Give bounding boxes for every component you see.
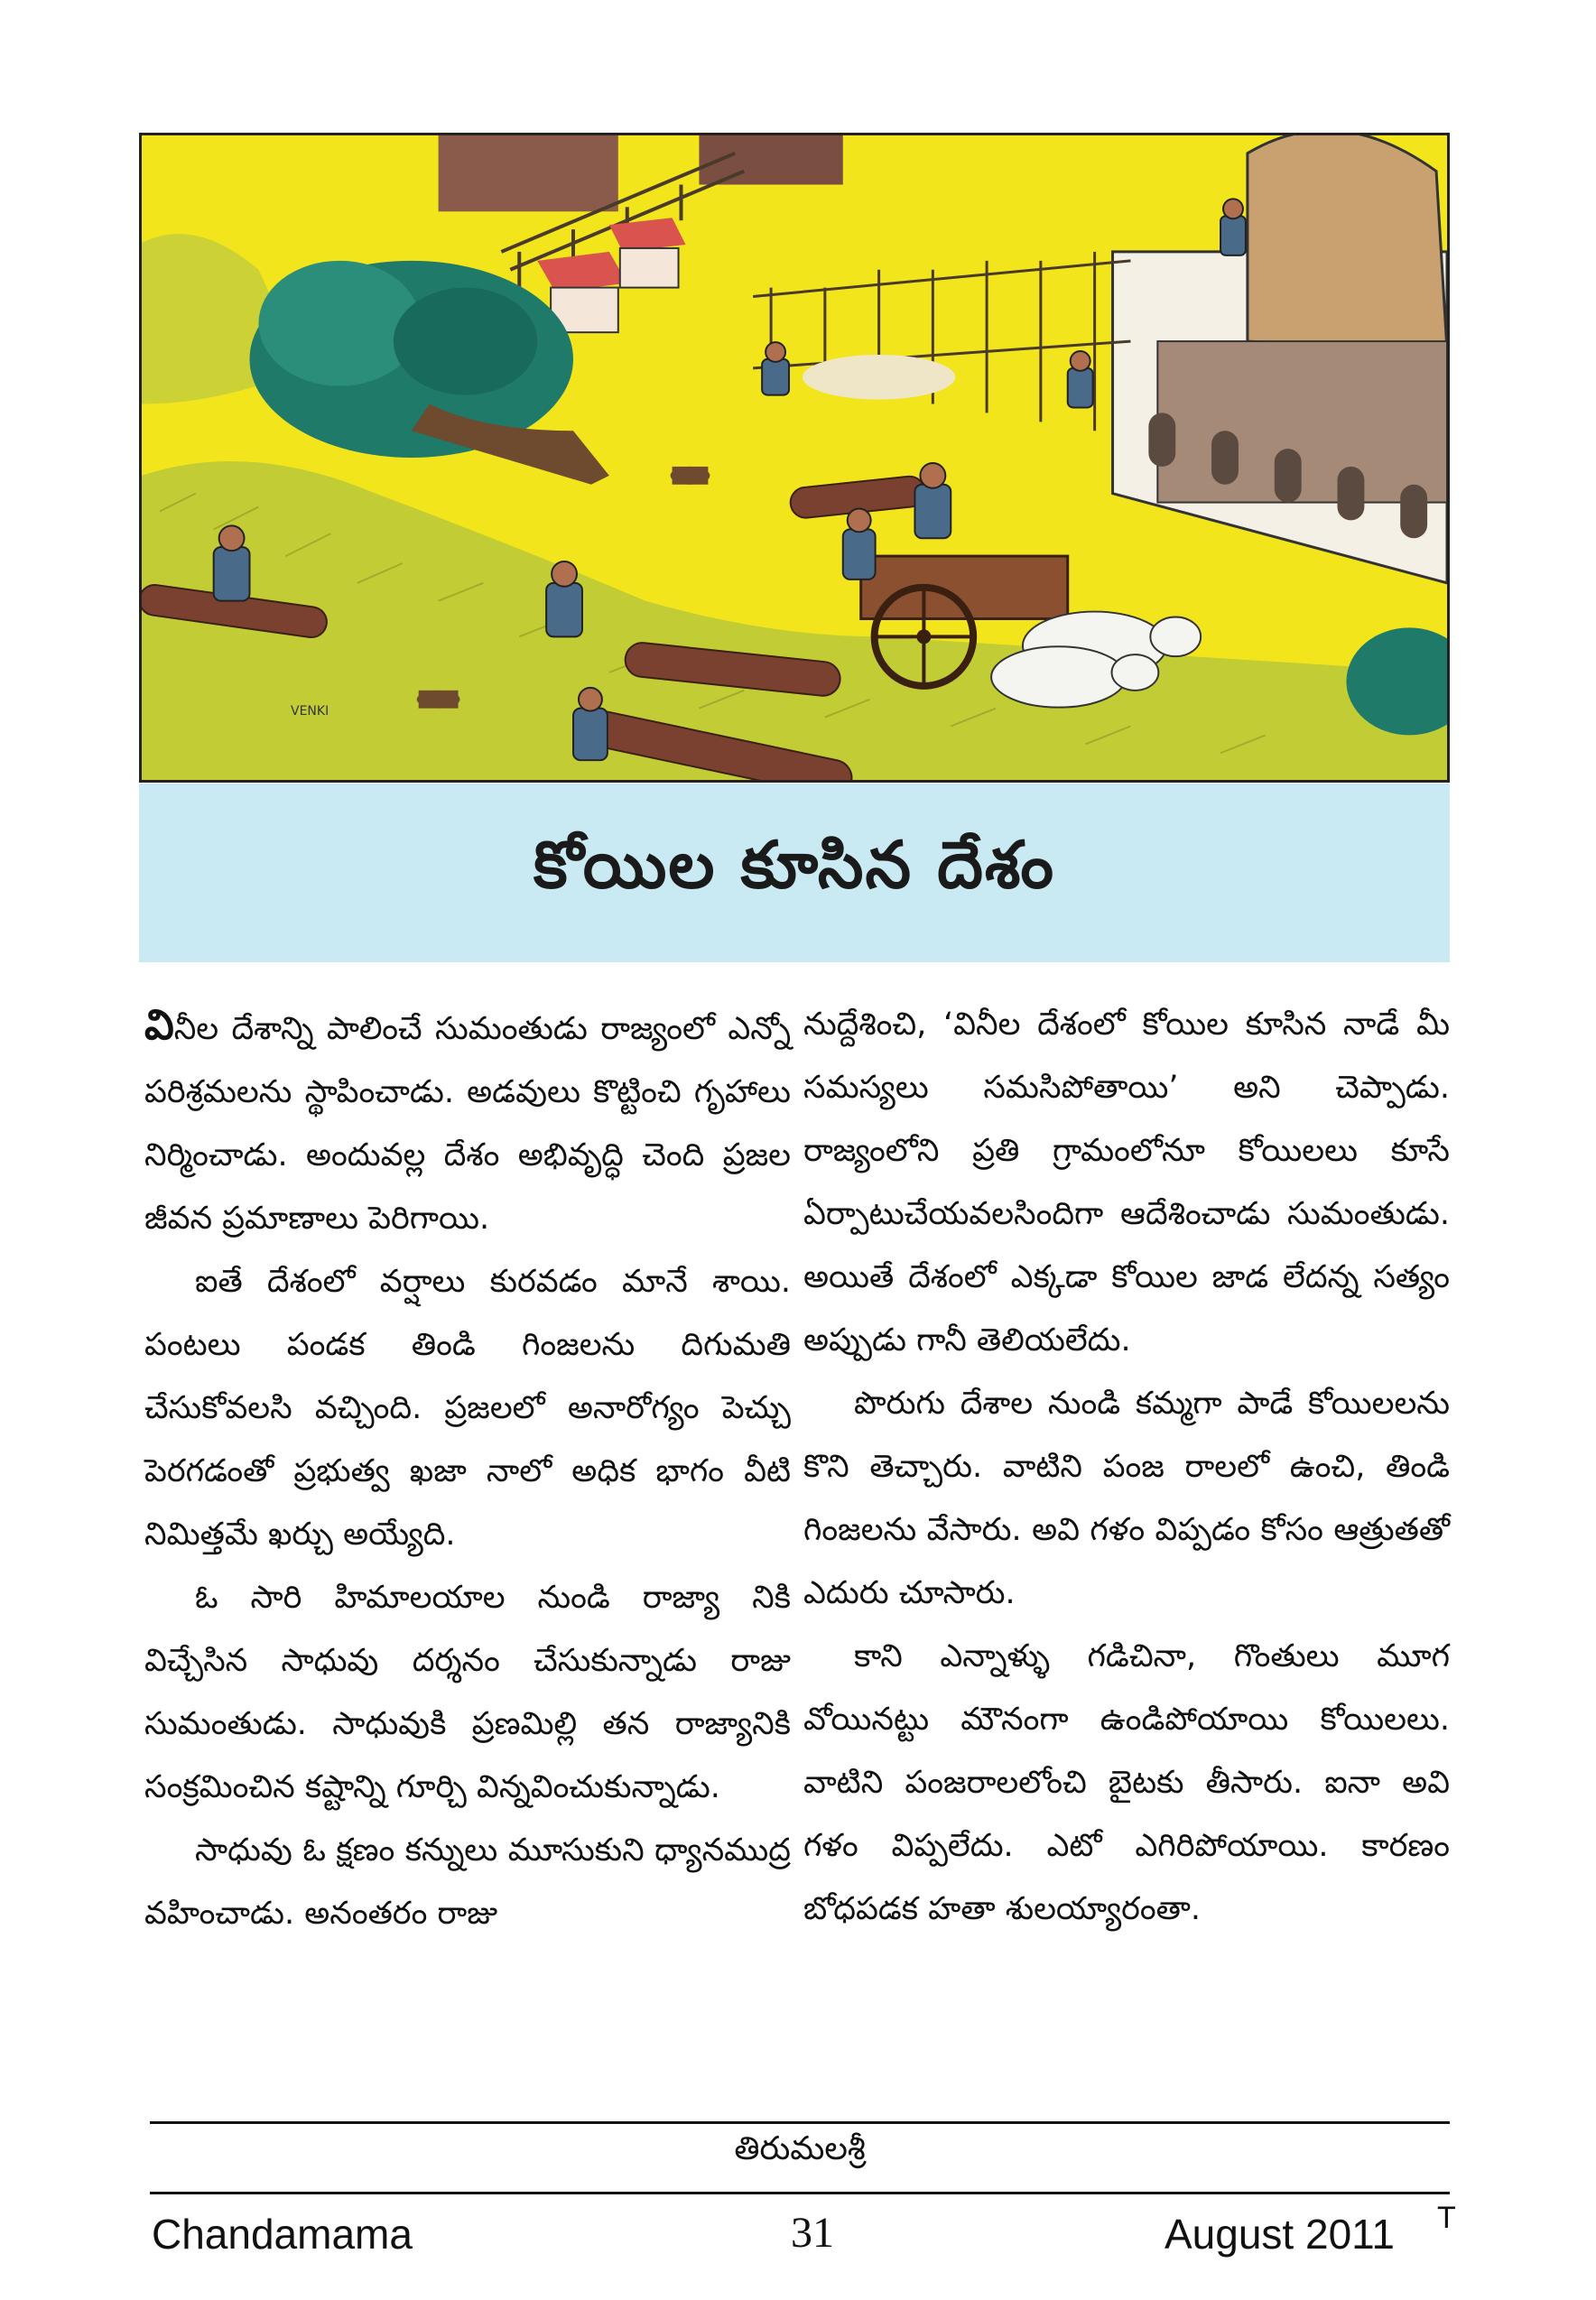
paragraph-6: పొరుగు దేశాల నుండి కమ్మగా పాడే కోయిలలను కొని తెచ్చారు. వాటిని పంజ రాలలో ఉంచి, తిండి గింజలను వేసారు. అవి గళం విప్పడం కోసం ఆత్రుతతో ఎదురు చూసారు. [803,1386,1450,1611]
paragraph-3: ఓ సారి హిమాలయాల నుండి రాజ్యా నికి విచ్చేసిన సాధువు దర్శనం చేసుకున్నాడు రాజు సుమంతుడు. సాధువుకి ప్రణమిల్లి తన రాజ్యానికి సంక్రమించిన కష్టాన్ని గూర్చి విన్నవించుకున్నాడు. [144,1580,791,1805]
paragraph-7: కాని ఎన్నాళ్ళు గడిచినా, గొంతులు మూగ వోయినట్టు మౌనంగా ఉండిపోయాయి కోయిలలు. వాటిని పంజరాలలోంచి బైటకు తీసారు. ఐనా అవి గళం విప్పలేదు. ఎటో ఎగిరిపోయాయి. కారణం బోధపడక హతా శులయ్యారంతా. [803,1638,1450,1927]
footer-mark: T [1437,2201,1456,2235]
divider-bottom [150,2192,1450,2194]
right-column [803,993,1450,1941]
left-column [144,993,791,1945]
divider-top [150,2121,1450,2124]
magazine-name: Chandamama [152,2211,413,2258]
story-illustration [139,133,1450,783]
paragraph-1 [144,993,791,1250]
author-name: తిరుమలశ్రీ [734,2130,866,2167]
story-title: కోయిల కూసిన దేశం [533,827,1056,903]
paragraph-4: సాధువు ఓ క్షణం కన్నులు మూసుకుని ధ్యానముద్ర వహించాడు. అనంతరం రాజు [144,1832,791,1932]
paragraph-5: నుద్దేశించి, ‘వినీల దేశంలో కోయిల కూసిన నాడే మీ సమస్యలు సమసిపోతాయి’ అని చెప్పాడు. రాజ్యంలోని ప్రతి గ్రామంలోనూ కోయిలలు కూసే ఏర్పాటుచేయవలసిందిగా ఆదేశించాడు సుమంతుడు. అయితే దేశంలో ఎక్కడా కోయిల జాడ లేదన్న సత్యం అప్పుడు గానీ తెలియలేదు. [803,1006,1450,1359]
paragraph-2: ఐతే దేశంలో వర్షాలు కురవడం మానే శాయి. పంటలు పండక తిండి గింజలను దిగుమతి చేసుకోవలసి వచ్చింది. ప్రజలలో అనారోగ్యం పెచ్చు పెరగడంతో ప్రభుత్వ ఖజా నాలో అధిక భాగం వీటి నిమిత్తమే ఖర్చు అయ్యేది. [144,1264,791,1553]
paragraph-1-text: నీల దేశాన్ని పాలించే సుమంతుడు రాజ్యంలో ఎన్నో పరిశ్రమలను స్థాపించాడు. అడవులు కొట్టించి గృహాలు నిర్మించాడు. అందువల్ల దేశం అభివృద్ధి చెంది ప్రజల జీవన ప్రమాణాలు పెరిగాయి. [144,1011,791,1237]
illustration-artwork [142,135,1447,780]
dropcap: వి [144,1000,174,1049]
page-number: 31 [791,2209,834,2257]
artist-signature: VENKI [291,704,329,719]
issue-date: August 2011 [1165,2211,1395,2258]
title-band [139,784,1450,962]
